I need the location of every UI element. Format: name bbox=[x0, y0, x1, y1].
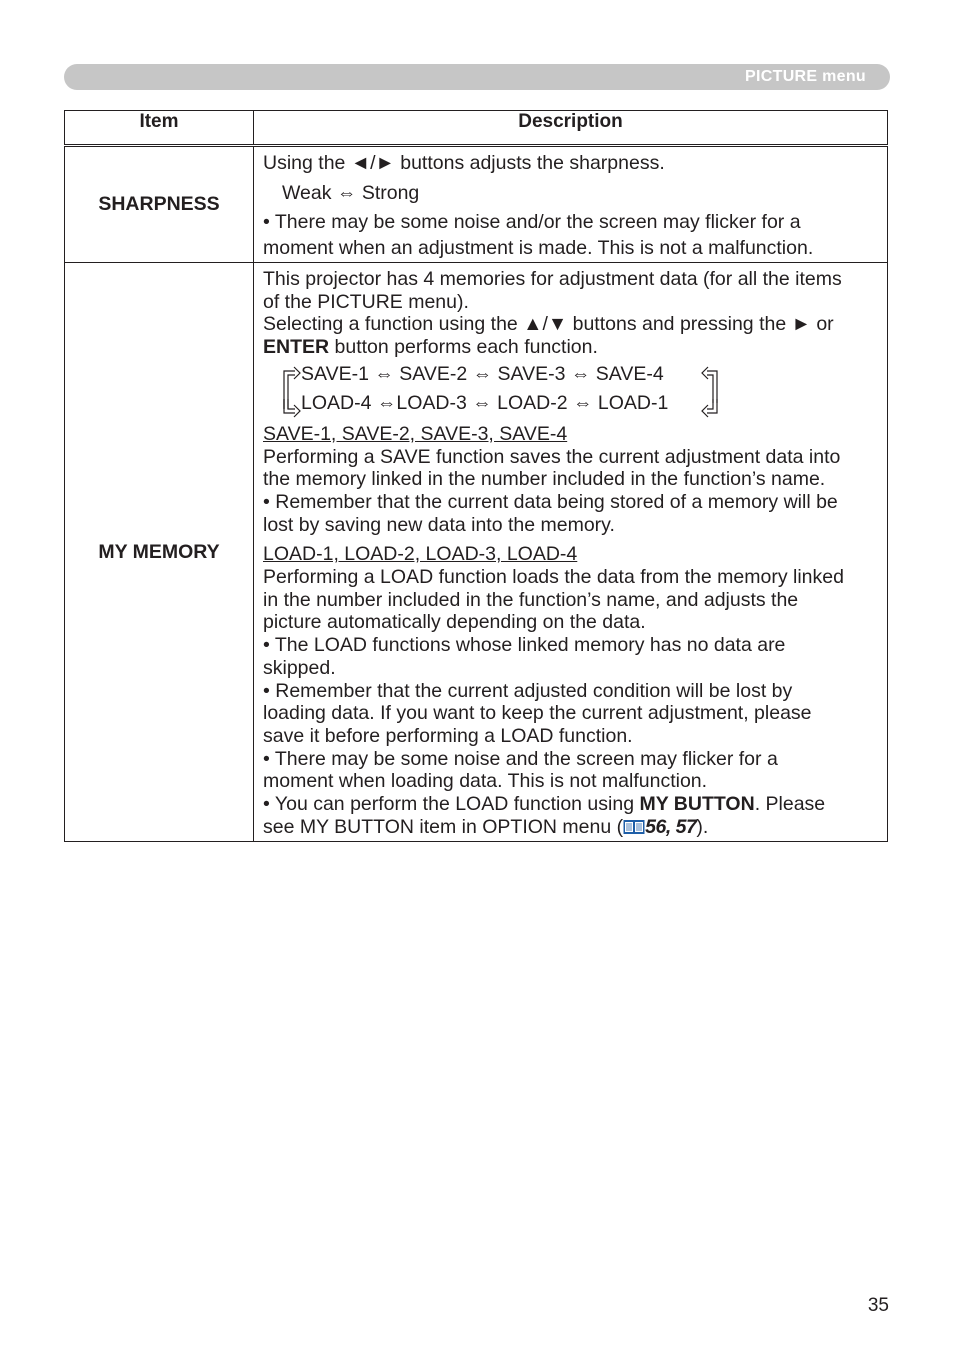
table-row-my-memory bbox=[65, 263, 888, 842]
reference-pages[interactable]: 56, 57 bbox=[645, 815, 697, 838]
load-note-1-cont: skipped. bbox=[263, 656, 336, 679]
load-note-2-cont: loading data. If you want to keep the current adjustment, please bbox=[263, 702, 812, 725]
my-button-reference bbox=[263, 816, 879, 839]
page-number: 35 bbox=[867, 1295, 889, 1316]
memory-select-rest: button performs each function. bbox=[329, 336, 598, 359]
sharpness-note-cont: moment when an adjustment is made. This is not a malfunction. bbox=[263, 237, 814, 259]
memory-select-cont bbox=[263, 336, 879, 359]
load-cycle: LOAD-4 ⇔LOAD-3 ⇔ LOAD-2 ⇔ LOAD-1 bbox=[301, 391, 669, 414]
load-text-3: picture automatically depending on the data. bbox=[263, 611, 646, 634]
load-note-1: • The LOAD functions whose linked memory has no data are bbox=[263, 634, 786, 657]
column-header-item: Item bbox=[65, 111, 254, 146]
description-sharpness bbox=[254, 146, 888, 263]
sharpness-range: Weak ⇔ Strong bbox=[282, 181, 420, 204]
my-button-note bbox=[263, 793, 879, 816]
my-button-label: MY BUTTON bbox=[639, 793, 755, 816]
description-my-memory bbox=[254, 263, 888, 842]
reference-pre: see MY BUTTON item in OPTION menu ( bbox=[263, 815, 624, 838]
item-my-memory: MY MEMORY bbox=[65, 263, 254, 842]
save-note-2: lost by saving new data into the memory. bbox=[263, 513, 615, 536]
save-text-2: the memory linked in the number included in the function’s name. bbox=[263, 468, 826, 491]
save-heading: SAVE-1, SAVE-2, SAVE-3, SAVE-4 bbox=[263, 422, 568, 445]
menu-table bbox=[64, 110, 888, 842]
load-note-3-cont: moment when loading data. This is not malfunction. bbox=[263, 770, 708, 793]
memory-cycle-diagram bbox=[281, 363, 721, 419]
load-note-2: • Remember that the current adjusted condition will be lost by bbox=[263, 679, 793, 702]
enter-key-label: ENTER bbox=[263, 336, 330, 359]
my-button-note-pre: • You can perform the LOAD function using bbox=[263, 793, 640, 816]
section-header-bar bbox=[64, 64, 890, 90]
save-cycle: SAVE-1 ⇔ SAVE-2 ⇔ SAVE-3 ⇔ SAVE-4 bbox=[301, 362, 664, 385]
book-icon bbox=[623, 819, 645, 835]
load-note-3: • There may be some noise and the screen may flicker for a bbox=[263, 747, 778, 770]
table-header-row bbox=[65, 111, 888, 146]
load-text-1: Performing a LOAD function loads the data from the memory linked bbox=[263, 566, 844, 589]
load-heading: LOAD-1, LOAD-2, LOAD-3, LOAD-4 bbox=[263, 543, 578, 566]
save-text-1: Performing a SAVE function saves the current adjustment data into bbox=[263, 445, 841, 468]
load-note-2-end: save it before performing a LOAD function. bbox=[263, 724, 633, 747]
column-header-description: Description bbox=[254, 111, 888, 146]
sharpness-note: • There may be some noise and/or the screen may flicker for a bbox=[263, 211, 801, 233]
save-note-1: • Remember that the current data being stored of a memory will be bbox=[263, 490, 838, 513]
item-sharpness: SHARPNESS bbox=[65, 146, 254, 263]
reference-post: ). bbox=[696, 815, 709, 838]
memory-intro-cont: of the PICTURE menu). bbox=[263, 290, 469, 313]
memory-select: Selecting a function using the ▲/▼ buttons and pressing the ► or bbox=[263, 313, 834, 336]
section-title: PICTURE menu bbox=[745, 68, 866, 85]
memory-intro: This projector has 4 memories for adjustment data (for all the items bbox=[263, 268, 842, 290]
my-button-note-post: . Please bbox=[754, 793, 826, 816]
load-text-2: in the number included in the function’s name, and adjusts the bbox=[263, 588, 799, 611]
table-row-sharpness bbox=[65, 146, 888, 263]
sharpness-text: Using the ◄/► buttons adjusts the sharpness. bbox=[263, 152, 665, 174]
